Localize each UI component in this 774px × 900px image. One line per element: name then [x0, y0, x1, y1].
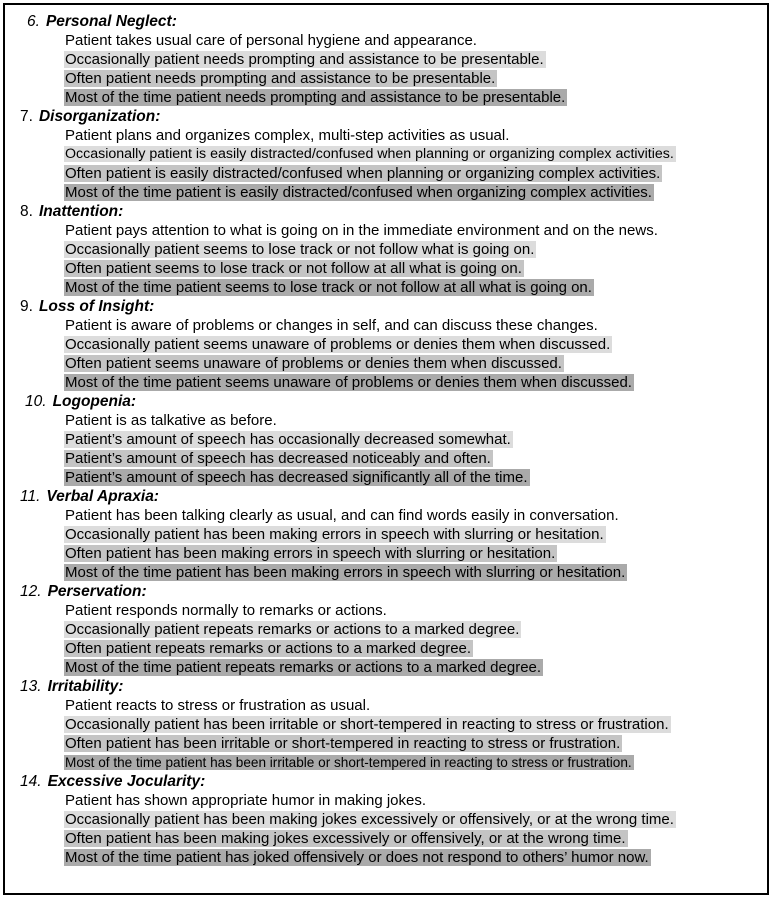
- option-text: Patient has been talking clearly as usual, and can find words easily in conversation.: [65, 507, 619, 524]
- scale-item: [5, 582, 767, 677]
- option-text: Occasionally patient needs prompting and assistance to be presentable.: [65, 51, 544, 68]
- option-line-level-2: [5, 639, 767, 658]
- option-line-level-2: [5, 69, 767, 88]
- option-text: Most of the time patient is easily distracted/confused when organizing complex activities.: [65, 184, 652, 201]
- option-line-level-1: [5, 620, 767, 639]
- option-line-level-1: [5, 715, 767, 734]
- option-line-level-2: [5, 164, 767, 183]
- scale-item: [5, 677, 767, 772]
- scale-item: [5, 12, 767, 107]
- option-text: Often patient seems unaware of problems or denies them when discussed.: [65, 355, 562, 372]
- item-number: 9.: [20, 298, 33, 315]
- option-line-level-3: [5, 468, 767, 487]
- option-text: Often patient has been making errors in speech with slurring or hesitation.: [65, 545, 556, 562]
- option-line-level-1: [5, 145, 767, 164]
- option-line-level-1: [5, 50, 767, 69]
- option-line-level-1: [5, 810, 767, 829]
- item-number: 11.: [20, 488, 41, 505]
- option-text: Most of the time patient has joked offensively or does not respond to others’ humor now.: [65, 849, 649, 866]
- item-number: 8.: [20, 203, 33, 220]
- item-header: [5, 772, 767, 791]
- option-line-level-0: [5, 411, 767, 430]
- option-line-level-1: [5, 525, 767, 544]
- option-line-level-1: [5, 335, 767, 354]
- option-text: Patient’s amount of speech has occasionally decreased somewhat.: [65, 431, 511, 448]
- option-text: Most of the time patient has been making errors in speech with slurring or hesitation.: [65, 564, 626, 581]
- item-title: Perservation:: [47, 583, 147, 600]
- item-number: 10.: [25, 393, 47, 410]
- option-text: Patient reacts to stress or frustration as usual.: [65, 697, 371, 714]
- item-title: Verbal Apraxia:: [46, 488, 159, 505]
- option-line-level-0: [5, 316, 767, 335]
- option-text: Often patient has been making jokes excessively or offensively, or at the wrong time.: [65, 830, 626, 847]
- option-text: Often patient seems to lose track or not follow at all what is going on.: [65, 260, 522, 277]
- option-text: Occasionally patient seems to lose track or not follow what is going on.: [65, 241, 535, 258]
- form-frame: [3, 3, 769, 895]
- option-text: Patient pays attention to what is going on in the immediate environment and on the news.: [65, 222, 658, 239]
- item-number: 12.: [20, 583, 42, 600]
- option-line-level-1: [5, 430, 767, 449]
- item-header: [5, 297, 767, 316]
- option-text: Patient is as talkative as before.: [65, 412, 277, 429]
- option-text: Patient takes usual care of personal hygiene and appearance.: [65, 32, 477, 49]
- option-text: Occasionally patient is easily distracted/confused when planning or organizing complex activities.: [65, 146, 674, 162]
- option-line-level-3: [5, 848, 767, 867]
- scale-item: [5, 107, 767, 202]
- item-number: 14.: [20, 773, 42, 790]
- scale-item: [5, 392, 767, 487]
- option-text: Patient’s amount of speech has decreased noticeably and often.: [65, 450, 491, 467]
- option-line-level-0: [5, 221, 767, 240]
- item-title: Disorganization:: [38, 108, 161, 125]
- option-text: Most of the time patient repeats remarks or actions to a marked degree.: [65, 659, 542, 676]
- option-text: Most of the time patient needs prompting and assistance to be presentable.: [65, 89, 566, 106]
- option-text: Occasionally patient seems unaware of problems or denies them when discussed.: [65, 336, 611, 353]
- item-header: [5, 107, 767, 126]
- scale-item: [5, 297, 767, 392]
- option-line-level-0: [5, 791, 767, 810]
- option-text: Occasionally patient has been making errors in speech with slurring or hesitation.: [65, 526, 604, 543]
- option-text: Occasionally patient has been making jokes excessively or offensively, or at the wrong time.: [65, 811, 674, 828]
- option-line-level-2: [5, 449, 767, 468]
- option-text: Patient is aware of problems or changes in self, and can discuss these changes.: [65, 317, 598, 334]
- item-title: Excessive Jocularity:: [47, 773, 206, 790]
- form-content: [5, 12, 767, 867]
- item-title: Inattention:: [38, 203, 124, 220]
- item-number: 7.: [20, 108, 33, 125]
- option-line-level-1: [5, 240, 767, 259]
- scale-item: [5, 487, 767, 582]
- option-text: Most of the time patient has been irritable or short-tempered in reacting to stress or frustration.: [65, 755, 632, 770]
- option-text: Often patient repeats remarks or actions to a marked degree.: [65, 640, 472, 657]
- option-line-level-3: [5, 183, 767, 202]
- item-header: [5, 392, 767, 411]
- option-line-level-2: [5, 544, 767, 563]
- item-number: 13.: [20, 678, 42, 695]
- option-text: Often patient has been irritable or short-tempered in reacting to stress or frustration.: [65, 735, 621, 752]
- scale-item: [5, 772, 767, 867]
- option-text: Most of the time patient seems unaware of problems or denies them when discussed.: [65, 374, 632, 391]
- option-line-level-0: [5, 506, 767, 525]
- option-text: Often patient needs prompting and assistance to be presentable.: [65, 70, 496, 87]
- option-line-level-3: [5, 753, 767, 772]
- option-line-level-3: [5, 658, 767, 677]
- option-text: Patient has shown appropriate humor in making jokes.: [65, 792, 427, 809]
- option-line-level-3: [5, 373, 767, 392]
- item-title: Personal Neglect:: [45, 13, 177, 30]
- item-title: Logopenia:: [52, 393, 137, 410]
- option-text: Often patient is easily distracted/confused when planning or organizing complex activities.: [65, 165, 661, 182]
- option-line-level-0: [5, 31, 767, 50]
- option-line-level-2: [5, 734, 767, 753]
- item-header: [5, 677, 767, 696]
- option-line-level-2: [5, 829, 767, 848]
- item-number: 6.: [27, 13, 40, 30]
- option-line-level-3: [5, 88, 767, 107]
- item-header: [5, 202, 767, 221]
- option-line-level-3: [5, 563, 767, 582]
- option-line-level-0: [5, 126, 767, 145]
- option-line-level-0: [5, 696, 767, 715]
- option-line-level-3: [5, 278, 767, 297]
- option-text: Patient plans and organizes complex, multi-step activities as usual.: [65, 127, 510, 144]
- option-line-level-0: [5, 601, 767, 620]
- item-header: [5, 487, 767, 506]
- scale-item: [5, 202, 767, 297]
- option-text: Occasionally patient has been irritable or short-tempered in reacting to stress or frustration.: [65, 716, 669, 733]
- option-text: Patient responds normally to remarks or actions.: [65, 602, 387, 619]
- option-text: Occasionally patient repeats remarks or actions to a marked degree.: [65, 621, 520, 638]
- option-text: Patient’s amount of speech has decreased significantly all of the time.: [65, 469, 528, 486]
- item-header: [5, 12, 767, 31]
- item-title: Loss of Insight:: [38, 298, 155, 315]
- item-header: [5, 582, 767, 601]
- option-line-level-2: [5, 354, 767, 373]
- item-title: Irritability:: [47, 678, 124, 695]
- option-line-level-2: [5, 259, 767, 278]
- option-text: Most of the time patient seems to lose track or not follow at all what is going on.: [65, 279, 592, 296]
